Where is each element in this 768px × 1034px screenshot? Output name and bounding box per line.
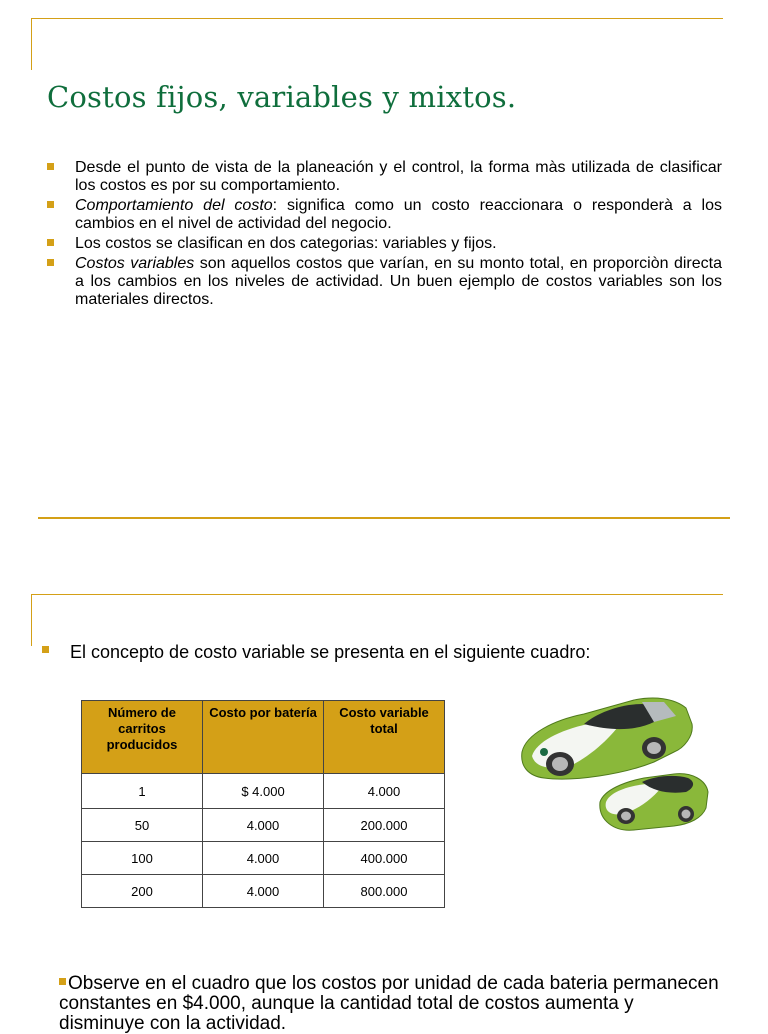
table-note [59, 974, 719, 1034]
table-cell: 50 [82, 809, 203, 842]
slide2-frame-top [31, 594, 723, 595]
table-row [82, 875, 445, 908]
table-cell: 100 [82, 842, 203, 875]
bullet-text: Los costos se clasifican en dos categorias: variables y fijos. [75, 235, 497, 252]
table-cell: 200.000 [324, 809, 445, 842]
table-cell: 4.000 [203, 809, 324, 842]
slide1-bullet-list [47, 159, 722, 311]
bullet-item [47, 255, 722, 309]
slide2-frame-left [31, 594, 32, 646]
slide-title: Costos fijos, variables y mixtos. [47, 80, 517, 114]
table-cell: 4.000 [324, 774, 445, 809]
table-cell: $ 4.000 [203, 774, 324, 809]
square-bullet-icon [47, 259, 54, 266]
toy-car-large [522, 698, 693, 779]
slide1-frame-left [31, 18, 32, 70]
table-cell: 4.000 [203, 842, 324, 875]
table-cell: 4.000 [203, 875, 324, 908]
toy-cars-illustration [514, 690, 714, 840]
bullet-emphasis: Costos variables [75, 255, 195, 272]
note-text: Observe en el cuadro que los costos por unidad de cada bateria permanecen constantes en $4.000, aunque la cantidad total de costos aumenta y disminuye con la actividad. [59, 973, 719, 1034]
bullet-text: son aquellos costos que varían, en su monto total, en proporciòn directa a los cambios en los niveles de actividad. Un buen ejemplo de costos variables son los materiales directos. [75, 255, 722, 308]
bullet-item [47, 235, 722, 253]
square-bullet-icon [47, 201, 54, 208]
table-cell: 800.000 [324, 875, 445, 908]
bullet-item [47, 197, 722, 233]
bullet-text: Desde el punto de vista de la planeación y el control, la forma màs utilizada de clasificar los costos es por su comportamiento. [75, 159, 722, 194]
toy-car-small [600, 774, 708, 831]
table-cell: 200 [82, 875, 203, 908]
bullet-item [47, 159, 722, 195]
table-cell: 1 [82, 774, 203, 809]
bullet-text: : significa como un costo reaccionara o responderà a los cambios en el nivel de actividad del negocio. [75, 197, 722, 232]
slide-divider [38, 517, 730, 519]
square-bullet-icon [42, 646, 49, 653]
table-row [82, 774, 445, 809]
square-bullet-icon [47, 163, 54, 170]
table-cell: 400.000 [324, 842, 445, 875]
bullet-emphasis: Comportamiento del costo [75, 197, 273, 214]
variable-cost-table [81, 700, 445, 908]
slide2-intro-bullet [42, 642, 590, 663]
header-cell: Costo por batería [203, 701, 324, 774]
table-row [82, 842, 445, 875]
square-bullet-icon [47, 239, 54, 246]
table-row [82, 809, 445, 842]
slide1-frame-top [31, 18, 723, 19]
intro-text: El concepto de costo variable se presenta en el siguiente cuadro: [70, 642, 591, 662]
square-bullet-icon [59, 978, 66, 985]
header-cell: Costo variable total [324, 701, 445, 774]
table-header-row [82, 701, 445, 774]
header-cell: Número de carritos producidos [82, 701, 203, 774]
